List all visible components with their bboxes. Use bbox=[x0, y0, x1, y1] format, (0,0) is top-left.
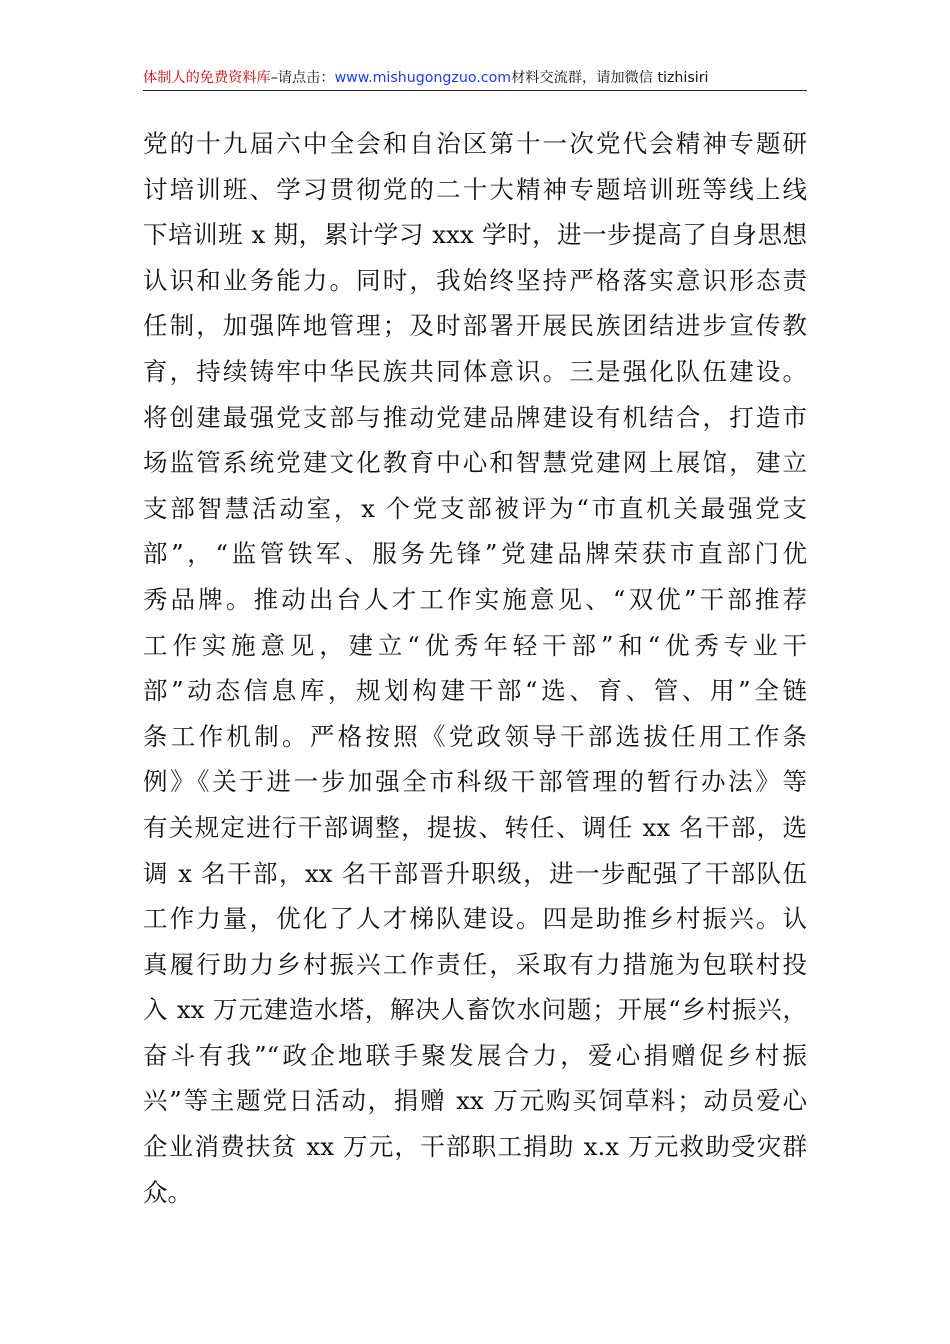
paragraph-line: 秀品牌。推动出台人才工作实施意见、“双优”干部推荐 bbox=[143, 584, 807, 614]
paragraph-line: 企业消费扶贫 xx 万元，干部职工捐助 x.x 万元救助受灾群 bbox=[143, 1132, 807, 1162]
paragraph-line: 认识和业务能力。同时，我始终坚持严格落实意识形态责 bbox=[143, 265, 807, 295]
paragraph-line: 兴”等主题党日活动，捐赠 xx 万元购买饲草料；动员爱心 bbox=[143, 1086, 807, 1116]
paragraph-line: 将创建最强党支部与推动党建品牌建设有机结合，打造市 bbox=[143, 402, 807, 432]
paragraph-line: 调 x 名干部，xx 名干部晋升职级，进一步配强了干部队伍 bbox=[143, 858, 807, 888]
paragraph-line: 部”动态信息库，规划构建干部“选、育、管、用”全链 bbox=[143, 676, 807, 706]
paragraph-line: 例》《关于进一步加强全市科级干部管理的暂行办法》等 bbox=[143, 767, 807, 797]
document-header bbox=[143, 66, 807, 91]
header-contact: 材料交流群，请加微信 tizhisiri bbox=[511, 70, 709, 86]
paragraph-line: 党的十九届六中全会和自治区第十一次党代会精神专题研 bbox=[143, 129, 807, 158]
paragraph-line: 任制，加强阵地管理；及时部署开展民族团结进步宣传教 bbox=[143, 311, 807, 341]
paragraph-line: 育，持续铸牢中华民族共同体意识。三是强化队伍建设。 bbox=[143, 356, 807, 386]
paragraph-line: 条工作机制。严格按照《党政领导干部选拔任用工作条 bbox=[143, 721, 807, 751]
document-body bbox=[143, 127, 807, 1221]
paragraph-line: 真履行助力乡村振兴工作责任，采取有力措施为包联村投 bbox=[143, 949, 807, 979]
paragraph-line: 入 xx 万元建造水塔，解决人畜饮水问题；开展“乡村振兴， bbox=[143, 995, 807, 1025]
paragraph-line: 场监管系统党建文化教育中心和智慧党建网上展馆，建立 bbox=[143, 448, 807, 478]
paragraph-line: 讨培训班、学习贯彻党的二十大精神专题培训班等线上线 bbox=[143, 174, 807, 204]
header-brand: 体制人的免费资料库 bbox=[143, 70, 271, 86]
paragraph-line-last: 众。 bbox=[143, 1177, 192, 1207]
paragraph-line: 支部智慧活动室，x 个党支部被评为“市直机关最强党支 bbox=[143, 493, 807, 523]
paragraph-line: 部”，“监管铁军、服务先锋”党建品牌荣获市直部门优 bbox=[143, 539, 807, 569]
paragraph-line: 奋斗有我”“政企地联手聚发展合力，爱心捐赠促乡村振 bbox=[143, 1040, 807, 1070]
header-prompt: –请点击： bbox=[270, 70, 335, 86]
header-url-link[interactable]: www.mishugongzuo.com bbox=[334, 70, 512, 86]
paragraph-line: 工作实施意见，建立“优秀年轻干部”和“优秀专业干 bbox=[143, 630, 807, 660]
paragraph-line: 下培训班 x 期，累计学习 xxx 学时，进一步提高了自身思想 bbox=[143, 220, 807, 250]
paragraph-line: 工作力量，优化了人才梯队建设。四是助推乡村振兴。认 bbox=[143, 904, 807, 934]
paragraph-line: 有关规定进行干部调整，提拔、转任、调任 xx 名干部，选 bbox=[143, 812, 807, 842]
